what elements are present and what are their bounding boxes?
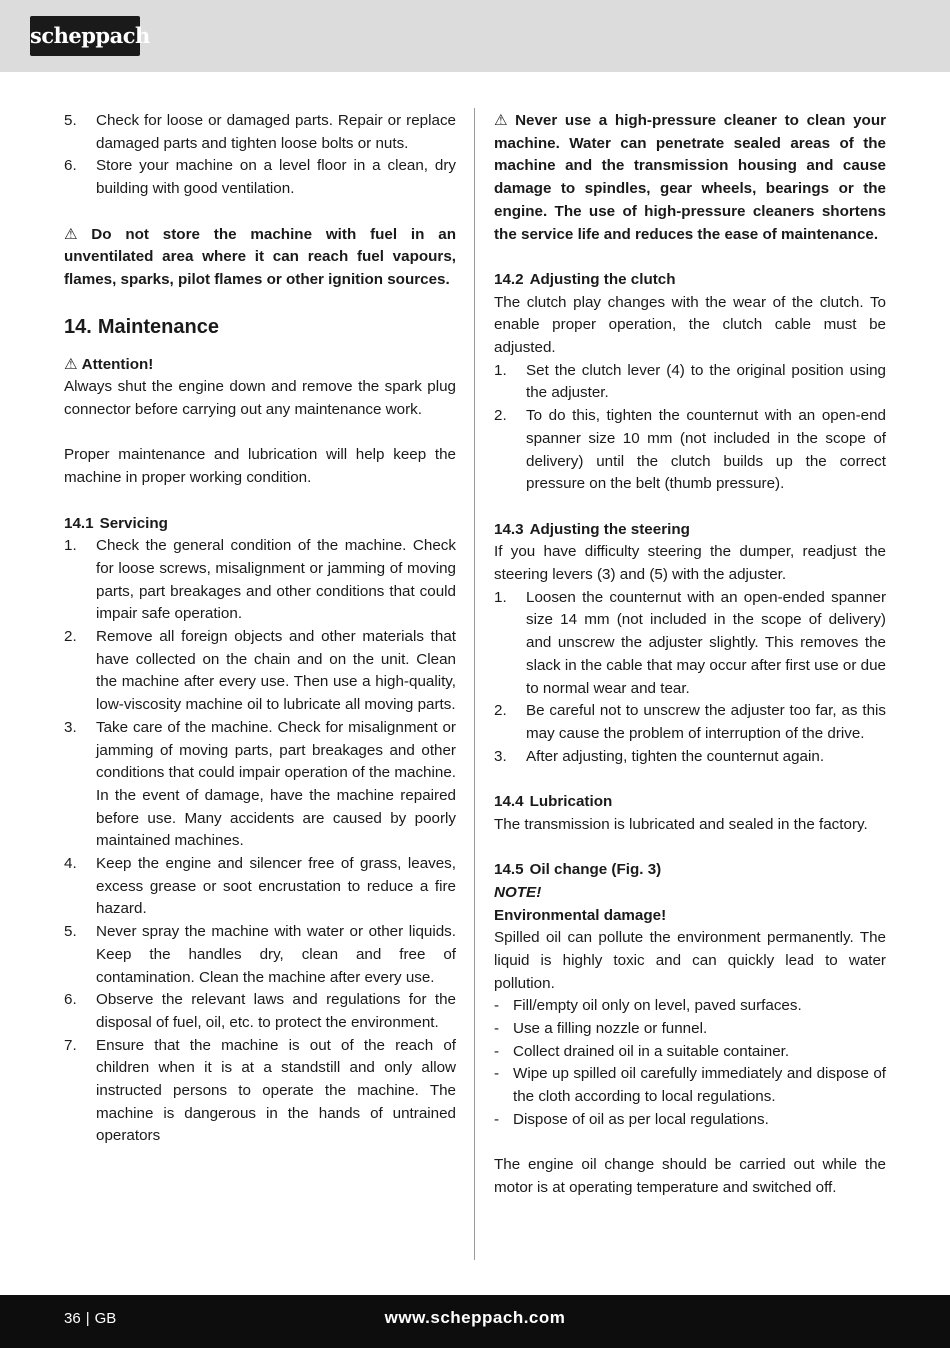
steering-paragraph: If you have difficulty steering the dumper, readjust the steering levers (3) and (5) with the adjuster. xyxy=(494,543,886,584)
note-label: NOTE! xyxy=(494,883,542,901)
page-footer xyxy=(0,1295,950,1348)
attention-heading: ⚠ Attention! xyxy=(64,355,154,373)
list-item: - Dispose of oil as per local regulations. xyxy=(494,1110,769,1128)
attention-text: Always shut the engine down and remove the spark plug connector before carrying out any maintenance work. xyxy=(64,378,456,419)
list-item: 1. Check the general condition of the machine. Check for loose screws, misalignment or jamming of moving parts, part breakages and other conditions that could impair safe operation. xyxy=(64,537,456,623)
fuel-storage-warning: ⚠ Do not store the machine with fuel in an unventilated area where it can reach fuel vapours, flames, sparks, pilot flames or other ignition sources. xyxy=(64,225,456,288)
list-item: 5. Never spray the machine with water or other liquids. Keep the handles dry, clean and free of contamination. Clean the machine after every use. xyxy=(64,923,456,986)
page-header xyxy=(0,0,950,72)
column-divider xyxy=(474,108,475,1260)
language-code: GB xyxy=(94,1310,117,1327)
warning-icon: ⚠ xyxy=(64,225,88,243)
list-item: 6. Observe the relevant laws and regulations for the disposal of fuel, oil, etc. to protect the environment. xyxy=(64,991,456,1031)
clutch-list xyxy=(494,360,886,496)
list-item: 5. Check for loose or damaged parts. Repair or replace damaged parts and tighten loose bolts or nuts. xyxy=(64,112,456,152)
servicing-list xyxy=(64,535,456,1148)
page-number: 36 | GB xyxy=(64,1310,117,1327)
maintenance-paragraph: Proper maintenance and lubrication will help keep the machine in proper working condition. xyxy=(64,446,456,487)
subsection-heading-clutch: 14.2 Adjusting the clutch xyxy=(494,270,676,288)
list-item: 3. After adjusting, tighten the counternut again. xyxy=(494,747,825,765)
list-item: - Fill/empty oil only on level, paved surfaces. xyxy=(494,997,802,1015)
clutch-paragraph: The clutch play changes with the wear of the clutch. To enable proper operation, the clutch cable must be adjusted. xyxy=(494,293,886,357)
list-item: 1. Set the clutch lever (4) to the original position using the adjuster. xyxy=(494,361,886,402)
environment-paragraph: Spilled oil can pollute the environment permanently. The liquid is highly toxic and can quickly lead to water pollution. xyxy=(494,929,886,992)
oil-change-final-paragraph: The engine oil change should be carried out while the motor is at operating temperature and switched off. xyxy=(494,1156,886,1196)
list-item: 7. Ensure that the machine is out of the reach of children when it is at a standstill and only allow instructed persons to operate the machine. The machine is dangerous in the hands of untrained operators xyxy=(64,1036,456,1145)
subsection-heading-servicing: 14.1 Servicing xyxy=(64,514,168,532)
pressure-cleaner-warning: ⚠ Never use a high-pressure cleaner to clean your machine. Water can penetrate sealed areas of the machine and the transmission housing and cause damage to spindles, gear wheels, bearings or the engine. The use of high-pressure cleaners shortens the service life and reduces the ease of maintenance. xyxy=(494,112,887,243)
subsection-heading-steering: 14.3 Adjusting the steering xyxy=(494,520,690,538)
list-item: 1. Loosen the counternut with an open-ended spanner size 14 mm (not included in the scope of delivery) and unscrew the adjuster slightly. This removes the slack in the cable that may occur after first use or due to normal wear and tear. xyxy=(494,588,886,697)
list-item: 2. Remove all foreign objects and other materials that have collected on the chain and on the unit. Clean the machine after every use. Then use a high-quality, low-viscosity machine oil to lubricate all moving parts. xyxy=(64,628,456,714)
website-link[interactable]: www.scheppach.com xyxy=(384,1308,566,1327)
environment-heading: Environmental damage! xyxy=(494,906,667,924)
list-item: 3. Take care of the machine. Check for misalignment or jamming of moving parts, part breakages and other conditions that could impair operation of the machine. In the event of damage, have the machine repaired before use. Many accidents are caused by poorly maintained machines. xyxy=(64,718,456,850)
section-heading-maintenance: 14. Maintenance xyxy=(64,315,219,338)
warning-icon: ⚠ xyxy=(64,355,78,373)
warning-icon: ⚠ xyxy=(494,112,512,129)
steering-list xyxy=(494,587,886,769)
list-item: 4. Keep the engine and silencer free of grass, leaves, excess grease or soot encrustation to reduce a fire hazard. xyxy=(64,855,456,918)
list-item: - Use a filling nozzle or funnel. xyxy=(494,1020,708,1038)
right-column xyxy=(494,110,886,1200)
subsection-heading-oil-change: 14.5 Oil change (Fig. 3) xyxy=(494,861,662,879)
subsection-heading-lubrication: 14.4 Lubrication xyxy=(494,793,613,811)
list-item: 2. To do this, tighten the counternut with an open-end spanner size 10 mm (not included in the scope of delivery) until the clutch builds up the correct pressure on the belt (thumb pressure). xyxy=(494,407,886,493)
oil-handling-list xyxy=(494,995,886,1131)
list-item: 2. Be careful not to unscrew the adjuster too far, as this may cause the problem of interruption of the drive. xyxy=(494,702,886,742)
list-item: - Wipe up spilled oil carefully immediately and dispose of the cloth according to local regulations. xyxy=(494,1065,886,1106)
brand-logo: scheppach xyxy=(30,16,140,56)
list-item: 6. Store your machine on a level floor in a clean, dry building with good ventilation. xyxy=(64,157,456,198)
list-item: - Collect drained oil in a suitable container. xyxy=(494,1042,790,1060)
left-column xyxy=(64,110,456,1148)
lubrication-paragraph: The transmission is lubricated and sealed in the factory. xyxy=(494,815,868,833)
storage-list xyxy=(64,110,456,201)
